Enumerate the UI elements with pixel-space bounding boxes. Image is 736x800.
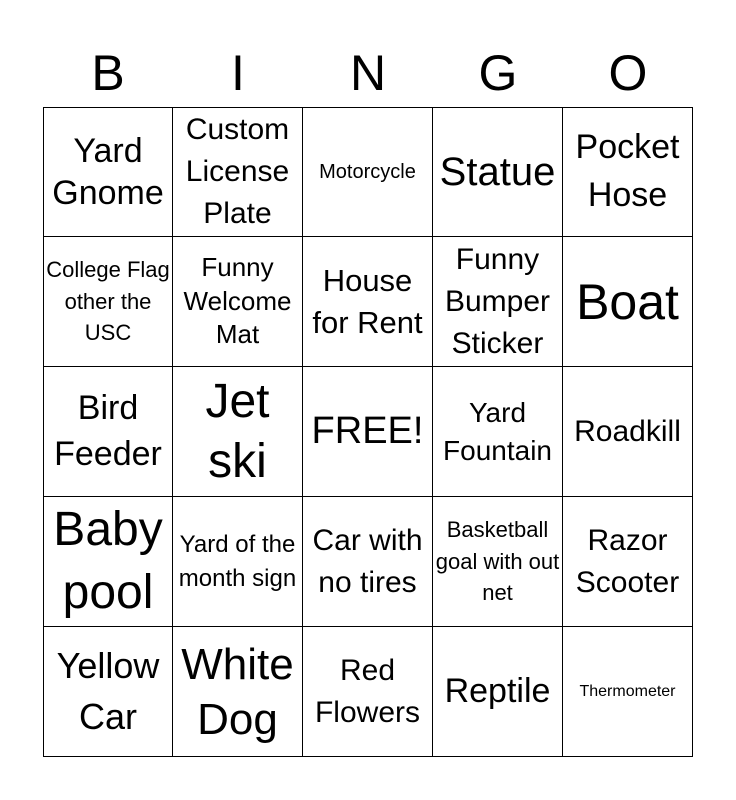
bingo-cell[interactable] bbox=[563, 107, 693, 237]
cell-label: Yard of the month sign bbox=[178, 530, 297, 592]
bingo-cell[interactable] bbox=[303, 107, 433, 237]
cell-label: FREE! bbox=[311, 409, 424, 452]
bingo-cell[interactable] bbox=[43, 107, 173, 237]
bingo-cell[interactable] bbox=[433, 497, 563, 627]
bingo-cell[interactable] bbox=[563, 237, 693, 367]
bingo-cell[interactable] bbox=[563, 497, 693, 627]
cell-label: College Flag other the USC bbox=[46, 256, 170, 346]
cell-label: Yard Fountain bbox=[443, 396, 552, 466]
cell-label: Funny Bumper Sticker bbox=[444, 242, 551, 360]
header-letter-n: N bbox=[349, 45, 387, 101]
bingo-cell[interactable] bbox=[563, 627, 693, 757]
bingo-cell[interactable] bbox=[173, 627, 303, 757]
bingo-cell[interactable] bbox=[433, 367, 563, 497]
bingo-cell[interactable] bbox=[433, 237, 563, 367]
cell-label: Razor Scooter bbox=[575, 523, 680, 599]
cell-label: Jet ski bbox=[205, 374, 270, 488]
cell-label: Pocket Hose bbox=[575, 128, 680, 214]
bingo-cell[interactable] bbox=[433, 107, 563, 237]
bingo-cell[interactable] bbox=[563, 367, 693, 497]
bingo-cell[interactable] bbox=[303, 237, 433, 367]
bingo-grid bbox=[43, 107, 693, 757]
cell-label: Car with no tires bbox=[312, 523, 423, 599]
cell-label: Roadkill bbox=[574, 414, 681, 448]
bingo-cell[interactable] bbox=[173, 497, 303, 627]
bingo-cell[interactable] bbox=[173, 107, 303, 237]
cell-label: Yellow Car bbox=[56, 645, 160, 737]
bingo-cell[interactable] bbox=[433, 627, 563, 757]
cell-label: Reptile bbox=[444, 672, 551, 711]
cell-label: Motorcycle bbox=[319, 161, 416, 183]
bingo-cell[interactable] bbox=[173, 367, 303, 497]
bingo-cell[interactable] bbox=[43, 237, 173, 367]
cell-label: Funny Welcome Mat bbox=[183, 251, 292, 350]
bingo-header bbox=[43, 42, 693, 104]
cell-label: Bird Feeder bbox=[54, 388, 162, 473]
header-letter-g: G bbox=[478, 45, 518, 101]
bingo-cell[interactable] bbox=[43, 367, 173, 497]
cell-label: White Dog bbox=[181, 639, 294, 744]
bingo-cell[interactable] bbox=[173, 237, 303, 367]
cell-label: Statue bbox=[439, 150, 556, 194]
bingo-cell[interactable] bbox=[43, 627, 173, 757]
bingo-cell[interactable] bbox=[303, 367, 433, 497]
bingo-cell[interactable] bbox=[303, 627, 433, 757]
header-letter-o: O bbox=[608, 45, 648, 101]
header-letter-b: B bbox=[91, 45, 125, 101]
cell-label: Thermometer bbox=[579, 682, 676, 700]
cell-label: Boat bbox=[576, 273, 679, 330]
cell-label: Custom License Plate bbox=[185, 113, 290, 230]
bingo-cell[interactable] bbox=[303, 497, 433, 627]
cell-label: Red Flowers bbox=[314, 653, 420, 729]
cell-label: House for Rent bbox=[312, 262, 423, 340]
cell-label: Baby pool bbox=[53, 503, 163, 619]
cell-label: Yard Gnome bbox=[52, 131, 164, 212]
bingo-cell[interactable] bbox=[43, 497, 173, 627]
header-letter-i: I bbox=[231, 45, 245, 101]
cell-label: Basketball goal with out net bbox=[435, 516, 560, 606]
